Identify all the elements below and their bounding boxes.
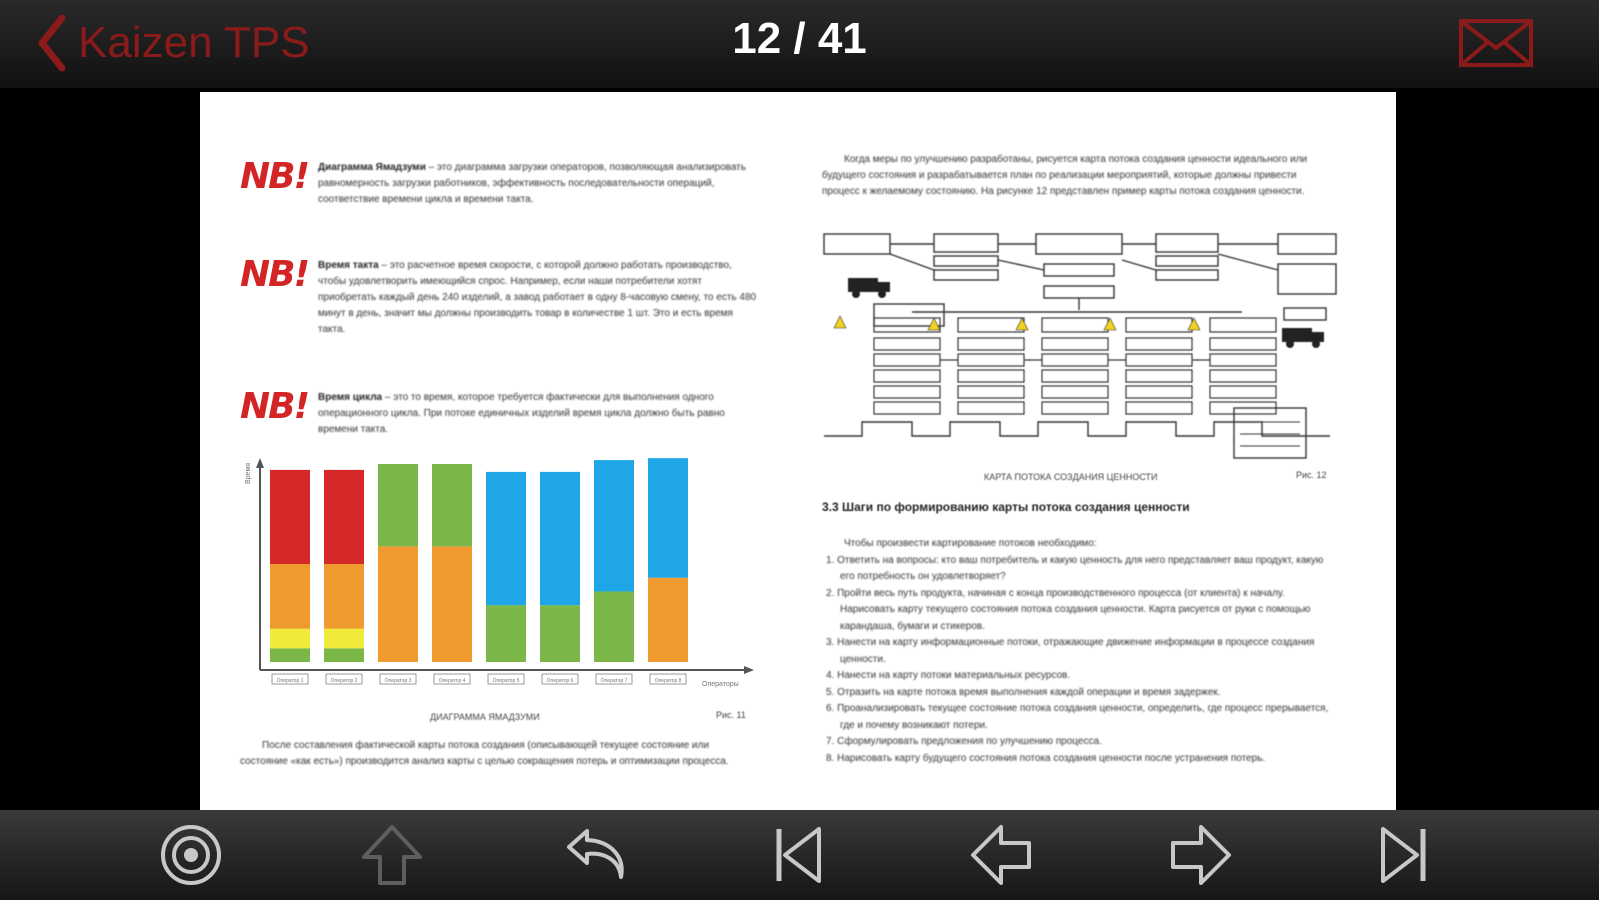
bottom-paragraph: После составления фактической карты потока создания (описывающей текущее состояние или состояние «как есть») производится анализ карты с целью сокращения потерь и оптимизации процесса.	[240, 740, 729, 767]
mail-icon	[1458, 18, 1534, 68]
bar-segment	[324, 648, 364, 662]
bar-segment	[594, 591, 634, 662]
figure-number: Рис. 11	[716, 710, 746, 720]
list-item: 2. Пройти весь путь продукта, начиная с конца производственного процесса (от клиента) к началу. Нарисовать карту текущего состояния потока создания ценности. Карта рисуется от руки с помощью карандаша, бумаги и стикеров.	[826, 587, 1311, 632]
process-data-box	[1126, 386, 1192, 398]
process-data-box	[1042, 354, 1108, 366]
document-page[interactable]	[200, 92, 1396, 810]
next-page-button[interactable]	[1156, 820, 1246, 890]
process-data-box	[1210, 338, 1276, 350]
chart-caption: ДИАГРАММА ЯМАДЗУМИ	[430, 712, 540, 722]
category-label: Оператор 3	[384, 678, 412, 684]
bar-segment	[432, 546, 472, 662]
process-data-box	[1126, 354, 1192, 366]
process-box	[1210, 318, 1276, 332]
arrow-left-icon	[969, 823, 1033, 887]
section-title: 3.3 Шаги по формированию карты потока создания ценности	[822, 500, 1190, 514]
chevron-left-icon	[36, 14, 66, 72]
process-data-box	[874, 354, 940, 366]
category-label: Оператор 1	[276, 678, 304, 684]
process-box	[1042, 318, 1108, 332]
bar-segment	[324, 629, 364, 649]
process-data-box	[1042, 370, 1108, 382]
intro-paragraph: Когда меры по улучшению разработаны, рисуется карта потока создания ценности идеального или будущего состояния и разрабатывается план по реализации мероприятий, которые должны привести процесс к желаемому состоянию. На рисунке 12 представлен пример карты потока создания ценности.	[822, 154, 1308, 197]
skip-first-icon	[765, 823, 829, 887]
bar-segment	[270, 629, 310, 649]
undo-icon	[565, 823, 629, 887]
mail-button[interactable]	[1458, 18, 1534, 73]
back-label: Kaizen TPS	[78, 18, 310, 67]
nb-label: NB!	[240, 254, 308, 295]
bar-segment	[540, 472, 580, 605]
page-counter-text: 12 / 41	[732, 14, 867, 63]
nb-label: NB!	[240, 386, 308, 427]
category-label: Оператор 5	[492, 678, 520, 684]
undo-button[interactable]	[552, 820, 642, 890]
process-box	[958, 318, 1024, 332]
bar-segment	[540, 605, 580, 662]
process-data-box	[1042, 386, 1108, 398]
arrow-right-icon	[1169, 823, 1233, 887]
bar-segment	[486, 472, 526, 605]
list-item: 6. Проанализировать текущее состояние потока создания ценности, определить, где процесс прерывается, где и почему возникают потери.	[826, 703, 1329, 731]
up-button[interactable]	[347, 820, 437, 890]
process-data-box	[874, 402, 940, 414]
bar-segment	[270, 470, 310, 564]
nb-text-3: Время цикла – это то время, которое требуется фактически для выполнения одного операционного цикла. При потоке единичных изделий время цикла должно быть равно времени такта.	[318, 392, 725, 435]
prev-page-button[interactable]	[956, 820, 1046, 890]
process-data-box	[1210, 354, 1276, 366]
last-page-button[interactable]	[1360, 820, 1450, 890]
list-item: 7. Сформулировать предложения по улучшению процесса.	[826, 736, 1102, 747]
arrow-up-icon	[360, 823, 424, 887]
list-item: 5. Отразить на карте потока время выполнения каждой операции и время задержек.	[826, 686, 1221, 698]
bar-segment	[432, 464, 472, 546]
category-label: Оператор 6	[546, 678, 574, 684]
process-data-box	[1210, 386, 1276, 398]
process-data-box	[958, 370, 1024, 382]
process-data-box	[958, 354, 1024, 366]
steps-list	[822, 536, 1338, 767]
bar-segment	[486, 605, 526, 662]
list-item: 4. Нанести на карту потоки материальных ресурсов.	[826, 670, 1071, 681]
nb-label: NB!	[240, 156, 308, 197]
category-label: Оператор 7	[600, 678, 628, 684]
nb-text-2: Время такта – это расчетное время скорости, с которой должно работать производство, чтобы удовлетворить имеющийся спрос. Например, если наши потребители хотят приобретать каждый день 240 изделий, а завод работает в одну 8-часовую смену, то есть 480 минут в день, значит мы должны производить товар в количестве 1 шт. Это и есть время такта.	[318, 260, 757, 335]
process-data-box	[874, 386, 940, 398]
process-data-box	[1126, 370, 1192, 382]
yamazumi-chart	[240, 456, 760, 696]
bar-segment	[594, 460, 634, 591]
target-button[interactable]	[146, 820, 236, 890]
category-label: Оператор 8	[654, 678, 682, 684]
process-data-box	[874, 370, 940, 382]
list-item: 1. Ответить на вопросы: кто ваш потребитель и какую ценность для него представляет ваш продукт, какую его потребность он удовлетворяет?	[826, 554, 1324, 582]
target-icon	[159, 823, 223, 887]
process-data-box	[1042, 402, 1108, 414]
map-caption: КАРТА ПОТОКА СОЗДАНИЯ ЦЕННОСТИ	[984, 472, 1158, 482]
process-data-box	[958, 386, 1024, 398]
process-data-box	[874, 338, 940, 350]
bar-segment	[324, 564, 364, 629]
nb-text-1: Диаграмма Ямадзуми – это диаграмма загрузки операторов, позволяющая анализировать равномерность загрузки работников, эффективность последовательности операций, соответствие времени цикла и времени такта.	[318, 162, 746, 205]
first-page-button[interactable]	[752, 820, 842, 890]
category-label: Оператор 2	[330, 678, 358, 684]
bar-segment	[378, 546, 418, 662]
list-item: 3. Нанести на карту информационные потоки, отражающие движение информации в процессе создания ценности.	[826, 637, 1315, 665]
back-button[interactable]	[36, 10, 310, 76]
bar-segment	[378, 464, 418, 546]
x-axis-label: Операторы	[702, 681, 739, 688]
map-figure-number: Рис. 12	[1296, 470, 1327, 480]
process-data-box	[958, 402, 1024, 414]
y-axis-label: Время	[245, 462, 252, 484]
list-item: 8. Нарисовать карту будущего состояния потока создания ценности после устранения потерь.	[826, 752, 1266, 764]
bar-segment	[324, 470, 364, 564]
process-data-box	[1042, 338, 1108, 350]
bar-segment	[270, 564, 310, 629]
top-bar	[0, 0, 1599, 88]
process-data-box	[1126, 338, 1192, 350]
process-box	[1126, 318, 1192, 332]
bar-segment	[648, 578, 688, 662]
bottom-toolbar	[0, 810, 1599, 900]
value-stream-map	[822, 230, 1338, 470]
process-data-box	[958, 338, 1024, 350]
list-intro: Чтобы произвести картирование потоков необходимо:	[844, 538, 1097, 549]
skip-last-icon	[1373, 823, 1437, 887]
bar-segment	[648, 458, 688, 578]
process-data-box	[1126, 402, 1192, 414]
process-data-box	[1210, 370, 1276, 382]
bar-segment	[270, 648, 310, 662]
category-label: Оператор 4	[438, 678, 466, 684]
